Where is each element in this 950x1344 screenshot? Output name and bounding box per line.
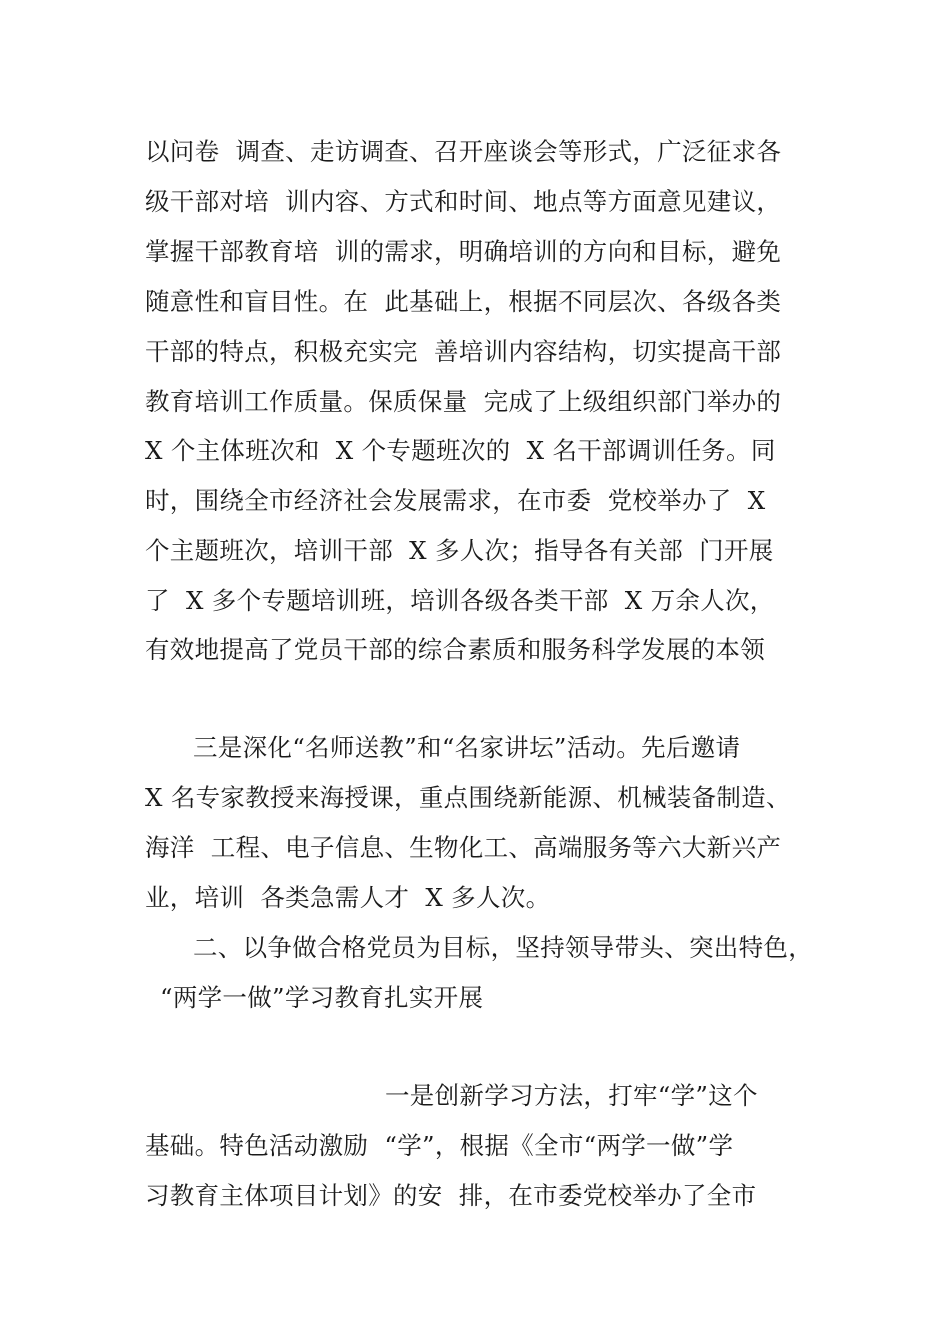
paragraph-1-line-5: 干部的特点，积极充实完 善培训内容结构，切实提高干部 bbox=[145, 337, 782, 366]
paragraph-1-line-4: 随意性和盲目性。在 此基础上，根据不同层次、各级各类 bbox=[145, 287, 782, 316]
paragraph-1-line-7: X 个主体班次和 X 个专题班次的 X 名干部调训任务。同 bbox=[145, 436, 776, 465]
paragraph-2-line-4: 业，培训 各类急需人才 X 多人次。 bbox=[145, 883, 551, 912]
paragraph-3-line-2: 基础。特色活动激励 “学”，根据《全市“两学一做”学 bbox=[145, 1131, 734, 1160]
paragraph-1-line-10: 了 X 多个专题培训班，培训各级各类干部 X 万余人次， bbox=[145, 586, 775, 615]
paragraph-2-line-3: 海洋 工程、电子信息、生物化工、高端服务等六大新兴产 bbox=[145, 833, 782, 862]
paragraph-3-line-3: 习教育主体项目计划》的安 排，在市委党校举办了全市 bbox=[145, 1181, 757, 1210]
paragraph-1-line-8: 时，围绕全市经济社会发展需求，在市委 党校举办了 X bbox=[145, 486, 766, 515]
paragraph-2-line-1: 三是深化“名师送教”和“名家讲坛”活动。先后邀请 bbox=[193, 733, 741, 762]
paragraph-1-line-9: 个主题班次，培训干部 X 多人次；指导各有关部 门开展 bbox=[145, 536, 774, 565]
paragraph-1-line-3: 掌握干部教育培 训的需求，明确培训的方向和目标，避免 bbox=[145, 237, 782, 266]
paragraph-1-line-2: 级干部对培 训内容、方式和时间、地点等方面意见建议， bbox=[145, 187, 782, 216]
paragraph-1-line-1: 以问卷 调查、走访调查、召开座谈会等形式，广泛征求各 bbox=[145, 137, 782, 166]
section-heading-line-2: “两学一做”学习教育扎实开展 bbox=[160, 983, 484, 1012]
paragraph-1-line-11: 有效地提高了党员干部的综合素质和服务科学发展的本领 bbox=[145, 635, 765, 664]
paragraph-1-line-6: 教育培训工作质量。保质保量 完成了上级组织部门举办的 bbox=[145, 387, 782, 416]
section-heading-line-1: 二、以争做合格党员为目标，坚持领导带头、突出特色， bbox=[193, 933, 813, 962]
paragraph-2-line-2: X 名专家教授来海授课，重点围绕新能源、机械装备制造、 bbox=[145, 783, 791, 812]
paragraph-3-line-1: 一是创新学习方法，打牢“学”这个 bbox=[385, 1081, 758, 1110]
